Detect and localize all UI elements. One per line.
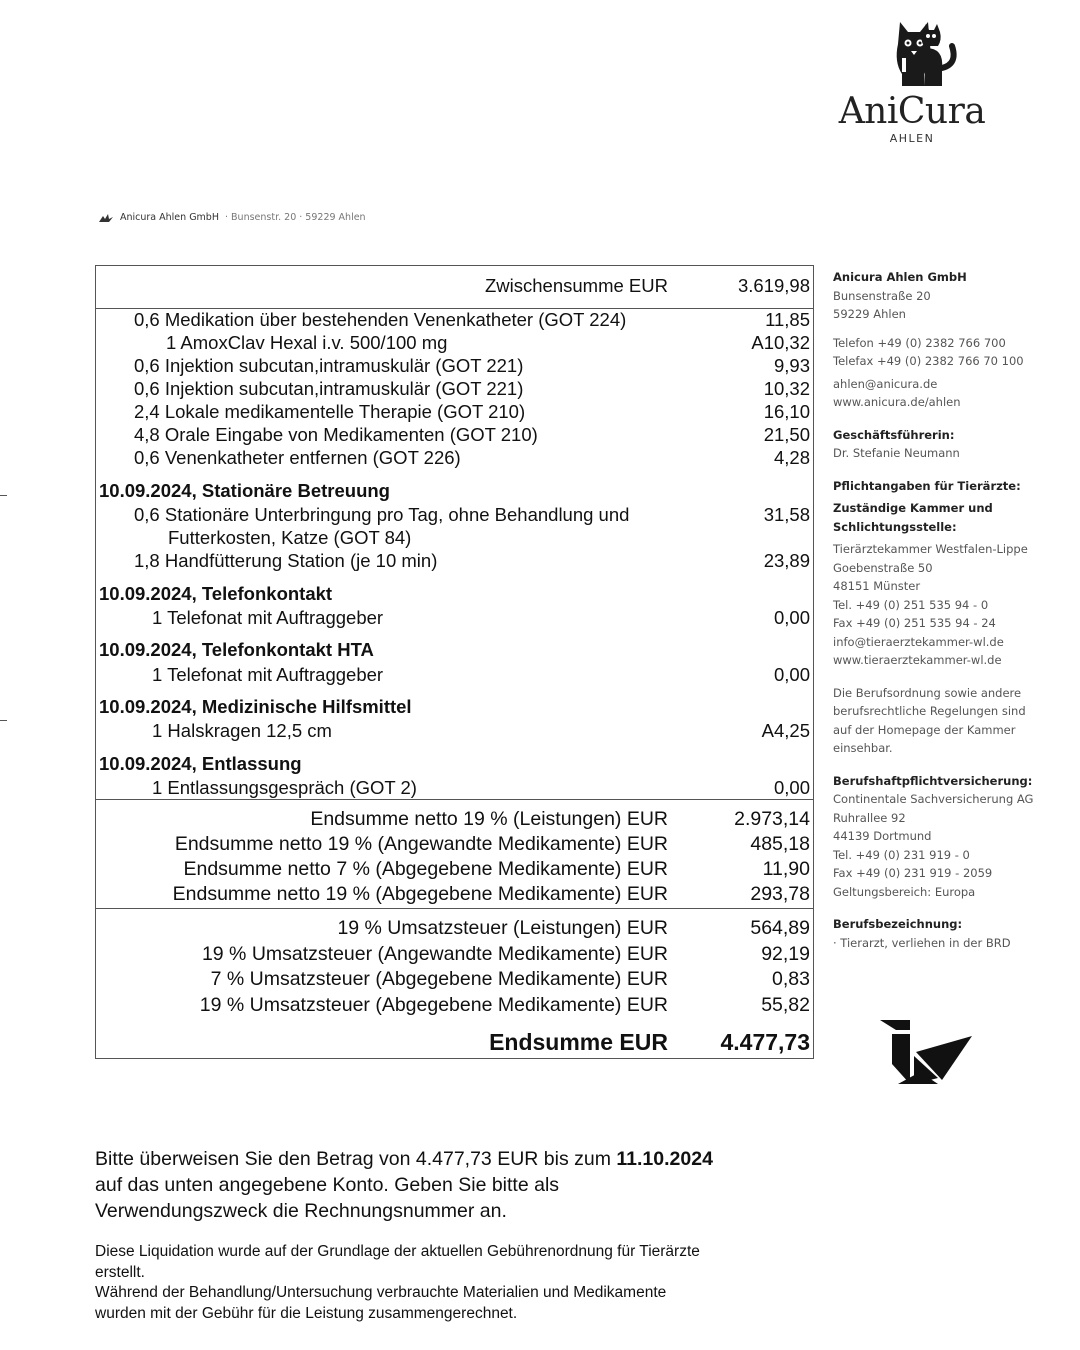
company-name: Anicura Ahlen GmbH	[833, 270, 967, 284]
line-item	[96, 423, 813, 447]
sender-name: Anicura Ahlen GmbH	[120, 212, 219, 223]
profession-title: Berufsbezeichnung:	[833, 917, 963, 931]
section-title: 10.09.2024, Medizinische Hilfsmittel	[99, 696, 412, 717]
item-amount: 0,00	[773, 777, 810, 798]
chamber-title: Zuständige Kammer und	[833, 501, 993, 515]
company-email: ahlen@anicura.de	[833, 376, 938, 391]
sender-address: · Bunsenstr. 20 · 59229 Ahlen	[225, 212, 366, 223]
subtotal-row	[96, 274, 813, 298]
net-total-label: Endsumme netto 19 % (Abgegebene Medikamente) EUR	[172, 883, 668, 905]
item-amount: A10,32	[751, 332, 810, 353]
line-item	[96, 377, 813, 401]
sender-line	[98, 212, 366, 223]
insurer-street: Ruhrallee 92	[833, 810, 906, 825]
section-heading	[96, 695, 813, 719]
section-title: 10.09.2024, Telefonkontakt HTA	[99, 639, 374, 660]
chamber-web: www.tieraerztekammer-wl.de	[833, 653, 1002, 667]
section-heading	[96, 479, 813, 503]
item-label: Futterkosten, Katze (GOT 84)	[168, 527, 412, 548]
item-amount: 11,85	[765, 309, 810, 330]
item-label: 0,6 Injektion subcutan,intramuskulär (GOT 221)	[134, 355, 524, 376]
line-item	[96, 331, 813, 355]
company-fax: Telefax +49 (0) 2382 766 70 100	[833, 354, 1024, 368]
line-item	[96, 663, 813, 687]
ceo-name: Dr. Stefanie Neumann	[833, 446, 960, 460]
chamber-city: 48151 Münster	[833, 579, 921, 593]
chamber-name: Tierärztekammer Westfalen-Lippe	[833, 542, 1028, 556]
chamber-title: Schlichtungsstelle:	[833, 519, 957, 534]
divider	[96, 908, 813, 909]
item-amount: 23,89	[763, 550, 810, 571]
subtotal-label: Zwischensumme EUR	[485, 275, 668, 296]
tax-row	[96, 916, 813, 940]
net-total-label: Endsumme netto 7 % (Abgegebene Medikamente) EUR	[183, 858, 668, 880]
item-amount: 0,00	[773, 607, 810, 628]
payment-text: Verwendungszweck die Rechnungsnummer an.	[95, 1200, 507, 1222]
duty-title: Pflichtangaben für Tierärzte:	[833, 478, 1021, 493]
item-label: 1 Halskragen 12,5 cm	[152, 720, 332, 741]
chamber-street: Goebenstraße 50	[833, 560, 933, 575]
net-total-row	[96, 832, 813, 856]
item-label: 1 Telefonat mit Auftraggeber	[152, 664, 384, 685]
small-logo-icon	[98, 213, 114, 223]
section-heading	[96, 638, 813, 662]
item-label: 1,8 Handfütterung Station (je 10 min)	[134, 550, 438, 571]
item-label: 1 Telefonat mit Auftraggeber	[152, 607, 384, 628]
item-label: 1 AmoxClav Hexal i.v. 500/100 mg	[166, 332, 448, 353]
invoice-table	[95, 265, 814, 1059]
grand-total-amount: 4.477,73	[720, 1029, 810, 1055]
profession-text: · Tierarzt, verliehen in der BRD	[833, 935, 1011, 950]
company-web: www.anicura.de/ahlen	[833, 395, 961, 409]
item-label: 0,6 Venenkatheter entfernen (GOT 226)	[134, 447, 461, 468]
net-total-row	[96, 807, 813, 831]
net-total-amount: 293,78	[750, 883, 810, 905]
rules-text: berufsrechtliche Regelungen sind	[833, 704, 1026, 718]
net-total-row	[96, 882, 813, 906]
item-label: 4,8 Orale Eingabe von Medikamenten (GOT 210)	[134, 424, 538, 445]
tax-row	[96, 993, 813, 1017]
grand-total-row	[96, 1027, 813, 1057]
item-amount: 16,10	[763, 401, 810, 422]
cats-logo-icon	[862, 18, 962, 90]
fold-mark	[0, 720, 7, 721]
line-item	[96, 503, 813, 527]
item-label: 0,6 Medikation über bestehenden Venenkatheter (GOT 224)	[134, 309, 627, 330]
line-item	[96, 308, 813, 332]
item-label: 1 Entlassungsgespräch (GOT 2)	[152, 777, 417, 798]
note-line: erstellt.	[95, 1263, 145, 1281]
line-item-continued	[96, 526, 813, 550]
divider	[96, 799, 813, 800]
section-title: 10.09.2024, Stationäre Betreuung	[99, 480, 390, 501]
company-info-sidebar	[833, 268, 1073, 952]
section-title: 10.09.2024, Telefonkontakt	[99, 583, 333, 604]
column-divider	[813, 266, 814, 1058]
item-label: 0,6 Stationäre Unterbringung pro Tag, ohne Behandlung und	[134, 504, 630, 525]
payment-instruction	[95, 1146, 875, 1224]
item-label: 0,6 Injektion subcutan,intramuskulär (GOT 221)	[134, 378, 524, 399]
fold-mark	[0, 495, 7, 496]
line-item	[96, 354, 813, 378]
rules-text: einsehbar.	[833, 741, 893, 755]
legal-note	[95, 1242, 855, 1324]
line-item	[96, 446, 813, 470]
item-amount: 10,32	[763, 378, 810, 399]
item-amount: 21,50	[763, 424, 810, 445]
line-item	[96, 606, 813, 630]
subtotal-amount: 3.619,98	[737, 275, 810, 296]
net-total-row	[96, 857, 813, 881]
company-city: 59229 Ahlen	[833, 307, 906, 321]
item-amount: A4,25	[761, 720, 810, 741]
note-line: Diese Liquidation wurde auf der Grundlage der aktuellen Gebührenordnung für Tierärzte	[95, 1243, 700, 1260]
tax-label: 19 % Umsatzsteuer (Abgegebene Medikamente) EUR	[199, 994, 668, 1016]
line-item	[96, 549, 813, 573]
net-total-label: Endsumme netto 19 % (Angewandte Medikamente) EUR	[174, 833, 668, 855]
net-total-label: Endsumme netto 19 % (Leistungen) EUR	[310, 808, 668, 830]
insurer-city: 44139 Dortmund	[833, 829, 932, 843]
tax-label: 19 % Umsatzsteuer (Leistungen) EUR	[337, 917, 668, 939]
tax-row	[96, 967, 813, 991]
net-total-amount: 11,90	[762, 858, 810, 880]
payment-text: Bitte überweisen Sie den Betrag von 4.477,73 EUR bis zum	[95, 1148, 611, 1170]
tax-amount: 92,19	[761, 943, 810, 965]
chamber-fax: Fax +49 (0) 251 535 94 - 24	[833, 616, 996, 630]
line-item	[96, 719, 813, 743]
insurance-title: Berufshaftpflichtversicherung:	[833, 773, 1033, 788]
tax-label: 19 % Umsatzsteuer (Angewandte Medikamente) EUR	[201, 943, 668, 965]
line-item	[96, 776, 813, 800]
rules-text: Die Berufsordnung sowie andere	[833, 685, 1022, 700]
insurer-fax: Fax +49 (0) 231 919 - 2059	[833, 866, 993, 880]
note-line: wurden mit der Gebühr für die Leistung zusammengerechnet.	[95, 1304, 518, 1322]
net-total-amount: 2.973,14	[734, 808, 810, 830]
due-date: 11.10.2024	[616, 1148, 713, 1170]
company-phone: Telefon +49 (0) 2382 766 700	[833, 335, 1006, 350]
line-item	[96, 400, 813, 424]
tax-amount: 55,82	[761, 994, 810, 1016]
tax-label: 7 % Umsatzsteuer (Abgegebene Medikamente) EUR	[210, 968, 668, 990]
section-title: 10.09.2024, Entlassung	[99, 753, 302, 774]
anicura-logo	[832, 18, 992, 145]
item-amount: 9,93	[773, 355, 810, 376]
insurer-name: Continentale Sachversicherung AG	[833, 792, 1034, 806]
brand-name: AniCura	[838, 91, 986, 132]
net-total-amount: 485,18	[750, 833, 810, 855]
chamber-email: info@tieraerztekammer-wl.de	[833, 634, 1004, 649]
item-amount: 0,00	[773, 664, 810, 685]
item-amount: 4,28	[773, 447, 810, 468]
geometric-cat-mark-icon	[876, 1016, 976, 1088]
chamber-phone: Tel. +49 (0) 251 535 94 - 0	[833, 597, 989, 612]
brand-city: AHLEN	[889, 132, 935, 145]
section-heading	[96, 752, 813, 776]
item-label: 2,4 Lokale medikamentelle Therapie (GOT 210)	[134, 401, 526, 422]
tax-amount: 564,89	[750, 917, 810, 939]
grand-total-label: Endsumme EUR	[489, 1029, 668, 1055]
item-amount: 31,58	[763, 504, 810, 525]
tax-amount: 0,83	[772, 968, 810, 990]
insurer-phone: Tel. +49 (0) 231 919 - 0	[833, 847, 970, 862]
tax-row	[96, 942, 813, 966]
payment-text: auf das unten angegebene Konto. Geben Sie bitte als	[95, 1174, 560, 1196]
section-heading	[96, 582, 813, 606]
insurer-scope: Geltungsbereich: Europa	[833, 884, 976, 899]
ceo-title: Geschäftsführerin:	[833, 427, 955, 442]
company-street: Bunsenstraße 20	[833, 288, 931, 303]
note-line: Während der Behandlung/Untersuchung verbrauchte Materialien und Medikamente	[95, 1284, 667, 1301]
rules-text: auf der Homepage der Kammer	[833, 722, 1016, 737]
